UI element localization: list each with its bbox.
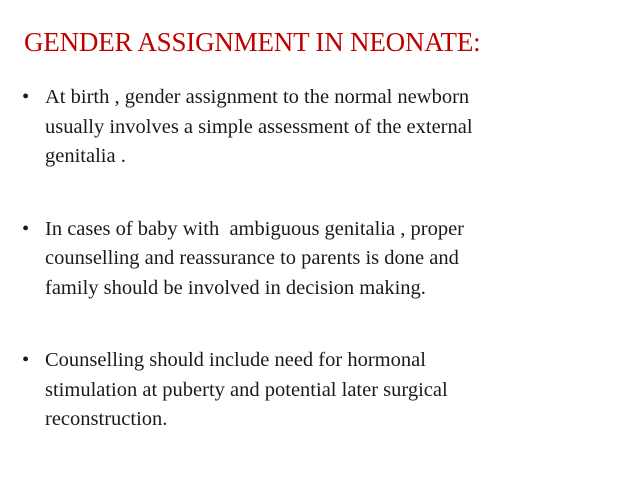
bullet-text-line: genitalia . <box>45 145 126 167</box>
bullet-list <box>22 83 602 478</box>
bullet-text-line: counselling and reassurance to parents is done and <box>45 247 459 269</box>
bullet-item-birth-assessment <box>22 83 602 172</box>
slide-title: GENDER ASSIGNMENT IN NEONATE: <box>24 27 481 57</box>
bullet-text-line: In cases of baby with ambiguous genitalia , proper <box>45 217 464 240</box>
bullet-text-line: family should be involved in decision making. <box>45 276 426 299</box>
bullet-text-line: usually involves a simple assessment of the external <box>45 115 473 138</box>
bullet-text-line: At birth , gender assignment to the normal newborn <box>45 86 470 108</box>
bullet-dot-icon: • <box>22 217 30 240</box>
bullet-text-line: Counselling should include need for hormonal <box>45 349 426 371</box>
bullet-item-ambiguous-genitalia <box>22 215 602 304</box>
bullet-text-line: stimulation at puberty and potential later surgical <box>45 378 448 401</box>
bullet-dot-icon: • <box>22 349 30 371</box>
bullet-item-counselling <box>22 346 602 435</box>
bullet-dot-icon: • <box>22 86 30 108</box>
bullet-text-line: reconstruction. <box>45 408 168 430</box>
